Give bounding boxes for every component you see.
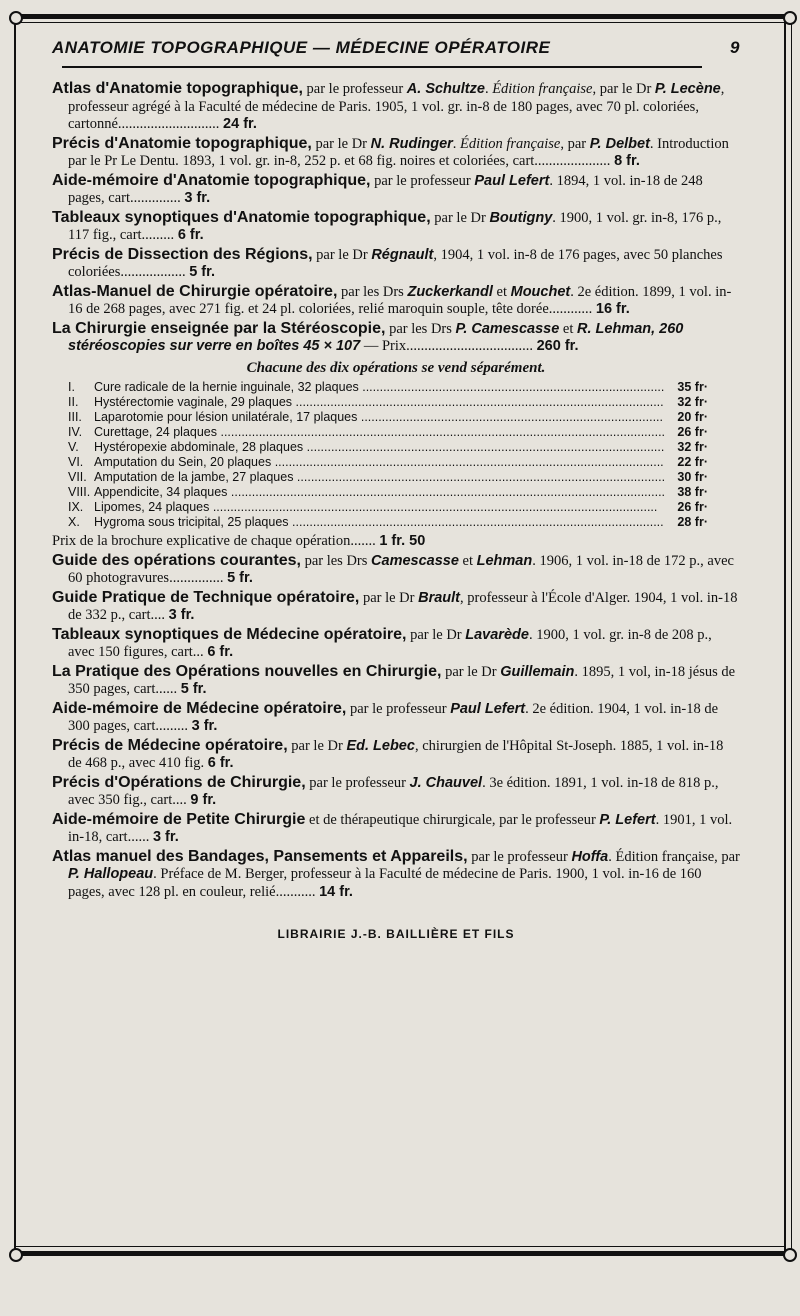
entry-price: 5 fr. (189, 264, 216, 280)
entry-price: 6 fr. (207, 644, 234, 660)
operation-number: IX. (68, 500, 84, 514)
entry-text: par le Dr (287, 737, 347, 754)
entry-author: P. Hallopeau (68, 866, 154, 882)
operation-label: Curettage, 24 plaques ..... (94, 425, 664, 440)
entry-price: 8 fr. (614, 153, 640, 169)
entry-text: par le Dr (312, 246, 372, 263)
header-title: ANATOMIE TOPOGRAPHIQUE — MÉDECINE OPÉRATOIRE (52, 38, 551, 57)
catalog-entry (52, 774, 740, 810)
entry-text: , par le Dr (592, 81, 655, 97)
entry-text: , professeur à l'École d'Alger. 1904, 1 vol. in-18 de 332 p., cart.... (68, 589, 738, 623)
operation-label: Cure radicale de la hernie inguinale, 32 plaques ..... (94, 380, 664, 395)
entry-author: P. Lefert (599, 811, 656, 828)
entry-text: par les Drs (337, 283, 408, 300)
entry-text: et (458, 552, 477, 569)
entry-title: Précis d'Opérations de Chirurgie, (52, 773, 306, 791)
entry-text: par le Dr (359, 589, 419, 606)
operation-number: IV. (68, 425, 83, 439)
entry-price: 24 fr. (223, 116, 257, 132)
operation-row (68, 410, 708, 425)
catalog-entry (52, 552, 740, 588)
catalog-entries-2 (52, 552, 740, 902)
catalog-entry (52, 246, 740, 282)
operation-row (68, 485, 708, 500)
catalog-entry (52, 700, 740, 736)
entry-price: 5 fr. (227, 570, 253, 586)
entry-text: . 1906, 1 vol. in-18 de 172 p., avec 60 photogravures............... (68, 552, 734, 586)
corner-ornament (9, 1248, 23, 1262)
operation-price: 26 fr· (677, 425, 708, 439)
header-rule (62, 66, 702, 68)
operation-number: V. (68, 440, 79, 454)
operation-price: 32 fr· (677, 440, 708, 454)
operation-label: Appendicite, 34 plaques ..... (94, 485, 664, 500)
entry-text: par le Dr (430, 209, 490, 226)
operation-number: I. (68, 380, 75, 394)
operation-price: 30 fr· (677, 470, 708, 484)
entry-title: La Chirurgie enseignée par la Stéréoscopie, (52, 319, 386, 337)
entry-text: , par (560, 135, 590, 152)
entry-title: Tableaux synoptiques de Médecine opératoire, (52, 625, 407, 643)
operation-number: VII. (68, 470, 87, 484)
operation-label: Lipomes, 24 plaques ..... (94, 500, 664, 515)
operation-row (68, 395, 708, 410)
brochure-price: 1 fr. 50 (379, 533, 426, 549)
operation-price: 26 fr· (677, 500, 708, 514)
corner-ornament (783, 1248, 797, 1262)
catalog-entry (52, 135, 740, 171)
entry-text: . 1895, 1 vol, in-18 jésus de 350 pages, cart...... (68, 663, 736, 697)
bottom-border-thin (14, 1246, 786, 1247)
catalog-entry (52, 848, 740, 902)
operation-row (68, 455, 708, 470)
entry-price: 9 fr. (190, 792, 217, 808)
catalog-entry (52, 80, 740, 134)
entry-author: Guillemain (500, 663, 575, 680)
entry-author: Paul Lefert (474, 172, 550, 189)
entry-price: 3 fr. (184, 190, 211, 206)
entry-text: par les Drs (300, 552, 372, 569)
entry-text: , professeur agrégé à la Faculté de médecine de Paris. 1905, 1 vol. gr. in-8 de 180 pages, avec 70 pl. coloriées, cartonné............................ (68, 81, 725, 132)
entry-text: par le professeur (370, 172, 475, 189)
right-border (784, 14, 786, 1256)
operation-label: Amputation du Sein, 20 plaques ..... (94, 455, 664, 470)
entry-text: . Édition française, par (608, 848, 740, 865)
entry-author: A. Schultze (406, 81, 485, 97)
operation-label: Laparotomie pour lésion unilatérale, 17 plaques ..... (94, 410, 664, 425)
entry-author: Mouchet (510, 283, 571, 300)
entry-text: . 1901, 1 vol. in-18, cart...... (68, 811, 733, 845)
entry-title: La Pratique des Opérations nouvelles en Chirurgie, (52, 662, 442, 680)
entry-author: Ed. Lebec (346, 737, 415, 754)
operation-number: X. (68, 515, 80, 529)
entry-text: par le professeur (346, 700, 451, 717)
entry-title: Atlas-Manuel de Chirurgie opératoire, (52, 282, 338, 300)
entry-text: . (484, 81, 493, 97)
entry-author: P. Delbet (589, 135, 650, 152)
right-border-thin (791, 14, 792, 1256)
entry-text: par le professeur (305, 774, 410, 791)
entry-author: J. Chauvel (409, 774, 483, 791)
page-content (52, 30, 740, 941)
entry-author: N. Rudinger (370, 135, 453, 152)
catalog-entry (52, 172, 740, 208)
entry-author: Camescasse (371, 552, 459, 569)
entry-title: Aide-mémoire de Petite Chirurgie (52, 810, 306, 828)
entry-author: Hoffa (571, 848, 609, 865)
operation-label: Amputation de la jambe, 27 plaques ..... (94, 470, 664, 485)
running-header (52, 30, 740, 66)
entry-price: 260 fr. (536, 338, 579, 354)
entry-text: par le professeur (302, 81, 407, 97)
entry-text: . 1894, 1 vol. in-18 de 248 pages, cart.............. (68, 172, 703, 206)
operation-label: Hygroma sous tricipital, 25 plaques ..... (94, 515, 664, 530)
catalog-entry (52, 589, 740, 625)
entry-price: 6 fr. (207, 755, 234, 771)
operation-price: 38 fr· (677, 485, 708, 499)
top-border-thin (14, 22, 786, 23)
operation-label: Hystérectomie vaginale, 29 plaques ..... (94, 395, 664, 410)
entry-price: 16 fr. (595, 301, 630, 317)
brochure-text: Prix de la brochure explicative de chaque opération....... (52, 533, 376, 549)
corner-ornament (783, 11, 797, 25)
operation-price: 32 fr· (677, 395, 708, 409)
entry-author: Boutigny (489, 209, 553, 226)
operation-price: 20 fr· (677, 410, 708, 424)
entry-text: et (492, 283, 511, 300)
entry-author: Lavarède (465, 626, 529, 643)
catalog-entry (52, 320, 740, 356)
entry-author: Brault (418, 589, 460, 606)
entry-title: Atlas manuel des Bandages, Pansements et Appareils, (52, 847, 468, 865)
entry-title: Guide des opérations courantes, (52, 551, 301, 569)
brochure-entry (52, 533, 740, 551)
entry-text: par le Dr (311, 135, 371, 152)
entry-author: Zuckerkandl (407, 283, 493, 300)
operation-price: 35 fr· (677, 380, 708, 394)
top-border (14, 14, 786, 19)
catalog-entry (52, 663, 740, 699)
entry-text: par le professeur (467, 848, 572, 865)
entry-author: Lehman (476, 552, 533, 569)
operation-row (68, 470, 708, 485)
entry-title: Précis de Médecine opératoire, (52, 736, 288, 754)
entry-title: Guide Pratique de Technique opératoire, (52, 588, 360, 606)
entry-text: et (559, 320, 577, 337)
catalog-entry (52, 626, 740, 662)
entry-price: 5 fr. (180, 681, 207, 697)
page-number: 9 (730, 38, 740, 57)
bottom-border (14, 1251, 786, 1256)
entry-price: 3 fr. (191, 718, 218, 734)
entry-title: Atlas d'Anatomie topographique, (52, 80, 303, 97)
operation-number: II. (68, 395, 79, 409)
entry-text: . 1900, 1 vol. gr. in-8 de 208 p., avec 150 figures, cart... (68, 626, 712, 660)
entry-text: . 3e édition. 1891, 1 vol. in-18 de 818 p., avec 350 fig., cart.... (68, 774, 719, 808)
entry-author: R. Lehman, 260 stéréoscopies sur verre en boîtes 45 × 107 (68, 320, 684, 354)
catalog-entry (52, 811, 740, 847)
entry-text: . 1900, 1 vol. gr. in-8, 176 p., 117 fig., cart......... (68, 209, 722, 243)
operations-heading: Chacune des dix opérations se vend séparément. (246, 359, 546, 376)
catalog-entry (52, 209, 740, 245)
entry-text: . 2e édition. 1899, 1 vol. in-16 de 268 pages, avec 271 fig. et 24 pl. coloriées, relié maroquin souple, tête dorée............ (68, 283, 732, 317)
operation-price: 22 fr· (677, 455, 708, 469)
entry-price: 6 fr. (177, 227, 204, 243)
catalog-entry (52, 737, 740, 773)
catalog-entries (52, 80, 740, 356)
entry-author: P. Lecène (654, 81, 721, 97)
operation-row (68, 515, 708, 530)
entry-price: 14 fr. (319, 883, 353, 900)
operation-label: Hystéropexie abdominale, 28 plaques ..... (94, 440, 664, 455)
operation-number: III. (68, 410, 82, 424)
entry-title: Tableaux synoptiques d'Anatomie topographique, (52, 208, 431, 226)
catalog-entry (52, 283, 740, 319)
entry-text: . (452, 135, 461, 152)
corner-ornament (9, 11, 23, 25)
entry-title: Aide-mémoire de Médecine opératoire, (52, 699, 347, 717)
entry-text: . Introduction par le Pr Le Dentu. 1893, 1 vol. gr. in-8, 252 p. et 68 fig. noires et coloriées, cart..................... (68, 135, 729, 169)
entry-title: Précis d'Anatomie topographique, (52, 134, 312, 152)
operation-price: 28 fr· (677, 515, 708, 529)
entry-title: Précis de Dissection des Régions, (52, 245, 313, 263)
entry-author: Régnault (371, 246, 434, 263)
entry-edition: Édition française (492, 81, 593, 97)
entry-price: 3 fr. (152, 829, 179, 845)
operation-row (68, 380, 708, 395)
entry-text: , chirurgien de l'Hôpital St-Joseph. 1885, 1 vol. in-18 de 468 p., avec 410 fig. (68, 737, 724, 771)
entry-author: Paul Lefert (450, 700, 526, 717)
entry-text: . Préface de M. Berger, professeur à la Faculté de médecine de Paris. 1900, 1 vol. in-16 de 160 pages, avec 128 pl. en couleur, relié........... (68, 866, 702, 900)
left-border (14, 14, 16, 1256)
operation-row (68, 425, 708, 440)
entry-text: , 1904, 1 vol. in-8 de 176 pages, avec 50 planches coloriées.................. (68, 246, 723, 280)
publisher-footer: LIBRAIRIE J.-B. BAILLIÈRE ET FILS (277, 927, 515, 941)
entry-text: — Prix................................... (360, 338, 533, 354)
entry-text: par le Dr (406, 626, 466, 643)
entry-text: par les Drs (385, 320, 456, 337)
operation-number: VI. (68, 455, 84, 469)
operation-row (68, 500, 708, 515)
entry-author: P. Camescasse (455, 320, 560, 337)
entry-edition: Édition française (460, 135, 561, 152)
entry-title: Aide-mémoire d'Anatomie topographique, (52, 171, 371, 189)
operation-row (68, 440, 708, 455)
operations-list (68, 380, 708, 530)
entry-text: et de thérapeutique chirurgicale, par le professeur (305, 811, 600, 828)
entry-text: par le Dr (441, 663, 501, 680)
entry-price: 3 fr. (168, 607, 195, 623)
entry-text: . 2e édition. 1904, 1 vol. in-18 de 300 pages, cart......... (68, 700, 719, 734)
operation-number: VIII. (68, 485, 91, 499)
